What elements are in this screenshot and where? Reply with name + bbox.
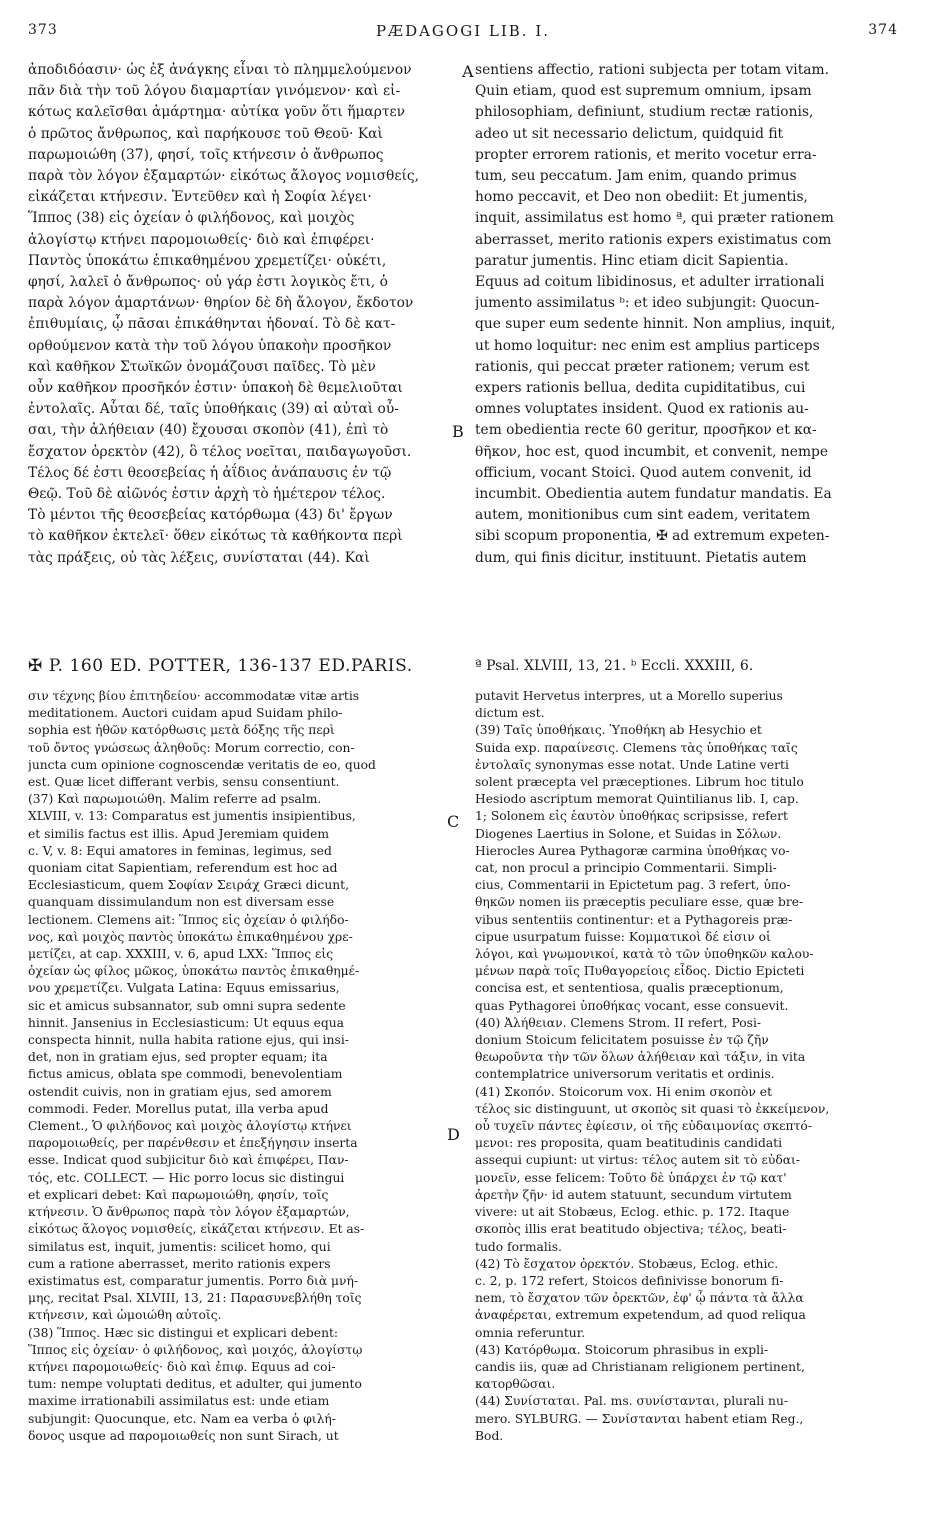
footnote-line: Clement., Ὁ φιλήδονος καὶ μοιχὸς ἀλογίστῳ κτήνει bbox=[28, 1119, 352, 1134]
footnote-line: vivere: ut ait Stobæus, Eclog. ethic. p. 172. Itaque bbox=[475, 1205, 790, 1220]
footnote-line: det, non in gratiam ejus, sed propter equam; ita bbox=[28, 1050, 328, 1065]
footnote-line: ἀρετὴν ζῆν· id autem statuunt, secundum virtutem bbox=[475, 1187, 792, 1202]
footnote-line: τός, etc. COLLECT. — Hic porro locus sic distingui bbox=[28, 1170, 345, 1185]
latin-text-line: rationis, qui peccat præter rationem; verum est bbox=[475, 358, 810, 375]
footnote-line: quanquam dissimulandum non est diversam esse bbox=[28, 895, 335, 910]
greek-text-line: ἐντολαῖς. Αὗται δέ, ταῖς ὑποθήκαις (39) αἱ αὐταὶ οὖ- bbox=[28, 401, 399, 418]
footnote-line: μετίζει, at cap. XXXIII, v. 6, apud LXX: Ἵππος εἰς bbox=[28, 947, 334, 962]
latin-text-line: officium, vocant Stoici. Quod autem convenit, id bbox=[475, 464, 812, 481]
footnote-line: κτήνεσιν. Ὁ ἄνθρωπος παρὰ τὸν λόγον ἐξαμαρτών, bbox=[28, 1205, 350, 1220]
greek-text-line: οὖν καθῆκον προσῆκόν ἐστιν· ὑπακοὴ δὲ θεμελιοῦται bbox=[28, 380, 403, 397]
footnote-line: juncta cum opinione cognoscendæ veritatis de eo, quod bbox=[28, 757, 376, 772]
footnote-line: (38) Ἵππος. Hæc sic distingui et explicari debent: bbox=[28, 1325, 339, 1340]
footnote-line: solent præcepta vel præceptiones. Librum hoc titulo bbox=[475, 775, 804, 790]
greek-text-line: φησί, λαλεῖ ὁ ἄνθρωπος· οὐ γάρ ἐστι λογικὸς ἔτι, ὁ bbox=[28, 274, 388, 291]
footnote-line: c. 2, p. 172 refert, Stoicos definivisse bonorum fi- bbox=[475, 1273, 784, 1288]
latin-text-line: omnes voluptates insident. Quod ex rationis au- bbox=[475, 401, 809, 418]
footnote-line: et explicari debet: Καὶ παρωμοιώθη, φησίν, τοῖς bbox=[28, 1187, 329, 1202]
footnote-line: similatus est, inquit, jumentis: scilicet homo, qui bbox=[28, 1239, 331, 1254]
section-marker-d: D bbox=[447, 1125, 460, 1144]
footnote-line: donium Stoicum felicitatem posuisse ἐν τῷ ζῆν bbox=[475, 1033, 769, 1048]
footnote-line: ἀναφέρεται, extremum expetendum, ad quod reliqua bbox=[475, 1308, 806, 1323]
greek-text-line: σαι, τὴν ἀλήθειαν (40) ἔχουσαι σκοπὸν (41), ἐπὶ τὸ bbox=[28, 422, 389, 439]
latin-text-line: sibi scopum proponentia, ✠ ad extremum expeten- bbox=[475, 528, 830, 545]
footnote-line: est. Quæ licet differant verbis, sensu consentiunt. bbox=[28, 775, 340, 790]
footnote-line: Ecclesiasticum, quem Σοφίαν Σειράχ Græci dicunt, bbox=[28, 878, 350, 893]
latin-text-line: sentiens affectio, rationi subjecta per totam vitam. bbox=[475, 62, 829, 78]
latin-text-line: tum, seu peccatum. Jam enim, quando primus bbox=[475, 168, 797, 185]
footnote-line: Suida exp. παραίνεσις. Clemens τὰς ὑποθήκας ταῖς bbox=[475, 740, 798, 755]
footnote-line: μονεῖν, esse felicem: Τοῦτο δὲ ὑπάρχει ἐν τῷ κατ' bbox=[475, 1170, 787, 1185]
greek-text-line: παρὰ λόγον ἁμαρτάνων· θηρίον δὲ δὴ ἄλογον, ἔκδοτον bbox=[28, 295, 414, 312]
footnote-line: παρομοιωθείς, per παρένθεσιν et ἐπεξήγησιν inserta bbox=[28, 1136, 358, 1151]
page-number-right: 374 bbox=[868, 22, 898, 38]
footnote-line: quoniam citat Sapientiam, referendum est hoc ad bbox=[28, 861, 338, 876]
greek-text-line: καὶ καθῆκον Στωϊκῶν ὀνομάζουσι παῖδες. Τὸ μὲν bbox=[28, 358, 376, 375]
latin-text-line: expers rationis bellua, dedita cupiditatibus, cui bbox=[475, 380, 806, 397]
footnote-line: fictus amicus, oblata spe commodi, benevolentiam bbox=[28, 1067, 343, 1082]
footnote-line: (40) Ἀλήθειαν. Clemens Strom. II refert, Posi- bbox=[475, 1015, 762, 1030]
footnote-line: ἐντολαῖς synonymas esse notat. Unde Latine verti bbox=[475, 757, 789, 772]
footnote-line: vibus sententiis continentur: et a Pythagoreis præ- bbox=[475, 912, 793, 927]
footnote-line: μένων παρὰ τοῖς Πυθαγορείοις εἶδος. Dictio Epicteti bbox=[475, 964, 805, 979]
latin-text-line: aberrasset, merito rationis expers existimatus com bbox=[475, 231, 832, 248]
greek-text-line: ορθούμενον κατὰ τὴν τοῦ λόγου ὑπακοὴν προσῆκον bbox=[28, 337, 392, 354]
latin-text-line: incumbit. Obedientia autem fundatur mandatis. Ea bbox=[475, 486, 832, 503]
footnote-line: sophia est ἠθῶν κατόρθωσις μετὰ δόξης τῆς περὶ bbox=[28, 723, 335, 738]
greek-text-line: ἔσχατον ὀρεκτὸν (42), ὃ τέλος νοεῖται, παιδαγωγοῦσι. bbox=[28, 443, 412, 460]
scripture-references: ª Psal. XLVIII, 13, 21. ᵇ Eccli. XXXIII, 6. bbox=[475, 658, 754, 674]
greek-text-line: τὸ καθῆκον ἐκτελεῖ· ὅθεν εἰκότως τὰ καθήκοντα περὶ bbox=[28, 528, 403, 545]
footnote-line: οὗ τυχεῖν πάντες ἐφίεσιν, οἱ τῆς εὐδαιμονίας σκεπτό- bbox=[475, 1119, 812, 1134]
footnote-line: νου χρεμετίζει. Vulgata Latina: Equus emissarius, bbox=[28, 981, 340, 996]
footnote-line: cum a ratione aberrasset, merito rationis expers bbox=[28, 1256, 331, 1271]
greek-text-line: Θεῷ. Τοῦ δὲ αἰῶνός ἐστιν ἀρχὴ τὸ ἡμέτερον τέλος. bbox=[28, 486, 386, 503]
footnote-line: Hierocles Aurea Pythagoræ carmina ὑποθήκας vo- bbox=[475, 843, 790, 858]
footnote-line: κτήνει παρομοιωθείς· διὸ καὶ ἐπιφ. Equus ad coi- bbox=[28, 1359, 336, 1374]
latin-text-line: jumento assimilatus ᵇ: et ideo subjungit: Quocun- bbox=[475, 295, 820, 312]
footnote-line: cius, Commentarii in Epictetum pag. 3 refert, ὑπο- bbox=[475, 878, 791, 893]
greek-text-line: ἐπιθυμίαις, ᾧ πᾶσαι ἐπικάθηνται ἡδοναί. Τὸ δὲ κατ- bbox=[28, 316, 396, 333]
footnote-line: tum: nempe voluptati deditus, et adulter, qui jumento bbox=[28, 1377, 362, 1392]
latin-text-line: tem obedientia recte 60 geritur, προσῆκον et κα- bbox=[475, 422, 817, 439]
footnote-line: Diogenes Laertius in Solone, et Suidas in Σόλων. bbox=[475, 826, 782, 841]
greek-text-line: Ἵππος (38) εἰς ὀχείαν ὁ φιλήδονος, καὶ μοιχὸς bbox=[28, 210, 355, 227]
footnote-line: νος, καὶ μοιχὸς παντὸς ὑποκάτω ἐπικαθημένου χρε- bbox=[28, 929, 353, 944]
footnote-line: τέλος sic distinguunt, ut σκοπὸς sit quasi τὸ ἐκκείμενον, bbox=[475, 1101, 830, 1116]
latin-text-line: philosophiam, definiunt, studium rectæ rationis, bbox=[475, 104, 814, 121]
footnote-line: esse. Indicat quod subjicitur διὸ καὶ ἐπιφέρει, Παν- bbox=[28, 1153, 349, 1168]
greek-text-line: τὰς πράξεις, οὐ τὰς λέξεις, συνίσταται (44). Καὶ bbox=[28, 549, 370, 566]
footnote-line: (42) Τὸ ἔσχατον ὀρεκτόν. Stobæus, Eclog. ethic. bbox=[475, 1256, 779, 1271]
greek-text-line: ἀποδιδόασιν· ὡς ἐξ ἀνάγκης εἶναι τὸ πλημμελούμενον bbox=[28, 62, 412, 78]
footnote-line: subjungit: Quocunque, etc. Nam ea verba ὁ φιλή- bbox=[28, 1411, 336, 1426]
section-marker-b: B bbox=[452, 422, 464, 441]
greek-text-line: πᾶν διὰ τὴν τοῦ λόγου διαμαρτίαν γινόμενον· καὶ εἰ- bbox=[28, 83, 401, 100]
latin-text-line: paratur jumentis. Hinc etiam dicit Sapientia. bbox=[475, 252, 789, 269]
footnote-line: cat, non procul a principio Commentarii. Simpli- bbox=[475, 861, 777, 876]
page-header bbox=[28, 22, 898, 46]
footnote-line: conspecta hinnit, nulla habita ratione ejus, qui insi- bbox=[28, 1033, 349, 1048]
footnote-line: 1; Solonem εἰς ἑαυτὸν ὑποθήκας scripsisse, refert bbox=[475, 809, 788, 824]
greek-text-line: κότως καλεῖσθαι ἁμάρτημα· αὐτίκα γοῦν ὅτι ἥμαρτεν bbox=[28, 104, 406, 121]
running-title: PÆDAGOGI LIB. I. bbox=[375, 22, 551, 40]
footnote-line: candis iis, quæ ad Christianam religionem pertinent, bbox=[475, 1359, 805, 1374]
latin-text-line: dum, qui finis dicitur, instituunt. Pietatis autem bbox=[475, 549, 807, 566]
footnote-line: tudo formalis. bbox=[475, 1239, 562, 1254]
footnote-line: λόγοι, καὶ γνωμονικοί, κατὰ τὸ τῶν ὑποθηκῶν καλου- bbox=[475, 947, 814, 962]
footnote-line: sic et amicus subsannator, sub omni supra sedente bbox=[28, 998, 346, 1013]
footnote-line: κατορθῶσαι. bbox=[475, 1377, 556, 1392]
footnote-line: putavit Hervetus interpres, ut a Morello superius bbox=[475, 689, 783, 703]
footnotes-left-column bbox=[28, 688, 464, 1445]
footnote-line: c. V, v. 8: Equi amatores in feminas, legimus, sed bbox=[28, 843, 332, 858]
footnote-line: contemplatrice universorum veritatis et ordinis. bbox=[475, 1067, 775, 1082]
footnote-line: μενοι: res proposita, quam beatitudinis candidati bbox=[475, 1136, 783, 1151]
footnote-line: Bod. bbox=[475, 1428, 504, 1443]
footnote-line: quas Pythagorei ὑποθήκας vocant, esse consuevit. bbox=[475, 998, 789, 1013]
greek-text-line: Παντὸς ὑποκάτω ἐπικαθημένου χρεμετίζει· οὐκέτι, bbox=[28, 252, 387, 269]
latin-text-line: Quin etiam, quod est supremum omnium, ipsam bbox=[475, 83, 812, 100]
footnote-line: (39) Ταῖς ὑποθήκαις. Ὑποθήκη ab Hesychio et bbox=[475, 723, 762, 738]
footnotes-right-column bbox=[475, 688, 903, 1445]
latin-text-column bbox=[475, 60, 900, 569]
footnote-line: hinnit. Jansenius in Ecclesiasticum: Ut equus equa bbox=[28, 1015, 344, 1030]
latin-text-line: adeo ut sit necessario delictum, quidquid fit bbox=[475, 125, 784, 142]
greek-text-line: παρὰ τὸν λόγον ἐξαμαρτών· εἰκότως ἄλογος νομισθείς, bbox=[28, 168, 420, 185]
footnote-line: existimatus est, comparatur jumentis. Porro διὰ μνή- bbox=[28, 1273, 359, 1288]
footnote-line: μης, recitat Psal. XLVIII, 13, 21: Παρασυνεβλήθη τοῖς bbox=[28, 1291, 362, 1306]
footnote-line: Ἵππος εἰς ὀχείαν· ὁ φιλήδονος, καὶ μοιχός, ἀλογίστῳ bbox=[28, 1342, 363, 1357]
footnote-line: (43) Κατόρθωμα. Stoicorum phrasibus in expli- bbox=[475, 1342, 769, 1357]
footnote-line: (44) Συνίσταται. Pal. ms. συνίστανται, plurali nu- bbox=[475, 1394, 789, 1409]
greek-text-line: Τὸ μέντοι τῆς θεοσεβείας κατόρθωμα (43) δι' ἔργων bbox=[28, 507, 393, 524]
footnote-line: εἰκότως ἄλογος νομισθείς, εἰκάζεται κτήνεσιν. Et as- bbox=[28, 1222, 365, 1237]
latin-text-line: propter errorem rationis, et merito vocetur erra- bbox=[475, 146, 817, 163]
footnote-line: nem, τὸ ἔσχατον τῶν ὀρεκτῶν, ἐφ' ᾧ πάντα τὰ ἄλλα bbox=[475, 1291, 804, 1306]
footnote-line: mero. SYLBURG. — Συνίστανται habent etiam Reg., bbox=[475, 1411, 804, 1426]
footnote-line: ostendit cuivis, non in gratiam ejus, sed amorem bbox=[28, 1084, 332, 1099]
footnote-line: θεωροῦντα τὴν τῶν ὅλων ἀλήθειαν καὶ τάξιν, in vita bbox=[475, 1050, 806, 1065]
latin-text-line: ut homo loquitur: nec enim est amplius particeps bbox=[475, 337, 820, 354]
footnote-line: σιν τέχνης βίου ἐπιτηδείου· accommodatæ vitæ artis bbox=[28, 689, 360, 703]
greek-text-line: παρωμοιώθη (37), φησί, τοῖς κτήνεσιν ὁ ἄνθρωπος bbox=[28, 146, 384, 163]
footnote-line: Hesiodo ascriptum memorat Quintilianus lib. I, cap. bbox=[475, 792, 799, 807]
latin-text-line: autem, monitionibus cum sint eadem, veritatem bbox=[475, 507, 811, 524]
footnote-line: meditationem. Auctori cuidam apud Suidam philo- bbox=[28, 706, 343, 721]
footnote-line: (41) Σκοπόν. Stoicorum vox. Hi enim σκοπὸν et bbox=[475, 1084, 773, 1099]
footnote-line: θηκῶν nomen iis præceptis peculiare esse, quæ bre- bbox=[475, 895, 804, 910]
latin-text-line: θῆκον, hoc est, quod incumbit, et convenit, nempe bbox=[475, 443, 829, 460]
footnote-line: κτήνεσιν, καὶ ὡμοιώθη αὐτοῖς. bbox=[28, 1308, 222, 1323]
section-marker-a: A bbox=[462, 62, 474, 81]
footnote-line: dictum est. bbox=[475, 706, 545, 721]
footnote-line: assequi cupiunt: ut virtus: τέλος autem sit τὸ εὐδαι- bbox=[475, 1153, 801, 1168]
edition-reference: ✠ P. 160 ED. POTTER, 136-137 ED.PARIS. bbox=[28, 656, 413, 676]
greek-text-column bbox=[28, 60, 458, 569]
greek-text-line: εἰκάζεται κτήνεσιν. Ἐντεῦθεν καὶ ἡ Σοφία λέγει· bbox=[28, 189, 372, 206]
latin-text-line: que super eum sedente hinnit. Non amplius, inquit, bbox=[475, 316, 836, 333]
footnote-line: lectionem. Clemens ait: Ἵππος εἰς ὀχείαν ὁ φιλήδο- bbox=[28, 912, 349, 927]
footnote-line: maxime irrationabili assimilatus est: unde etiam bbox=[28, 1394, 330, 1409]
page-number-left: 373 bbox=[28, 22, 58, 38]
latin-text-line: Equus ad coitum libidinosus, et adulter irrationali bbox=[475, 274, 825, 291]
latin-text-line: homo peccavit, et Deo non obediit: Et jumentis, bbox=[475, 189, 808, 206]
latin-text-line: inquit, assimilatus est homo ª, qui præter rationem bbox=[475, 210, 834, 227]
greek-text-line: ὁ πρῶτος ἄνθρωπος, καὶ παρήκουσε τοῦ Θεοῦ· Καὶ bbox=[28, 125, 383, 142]
greek-text-line: ἀλογίστῳ κτήνει παρομοιωθείς· διὸ καὶ ἐπιφέρει· bbox=[28, 231, 375, 248]
footnote-line: (37) Καὶ παρωμοιώθη. Malim referre ad psalm. bbox=[28, 792, 322, 807]
footnote-line: et similis factus est illis. Apud Jeremiam quidem bbox=[28, 826, 330, 841]
footnote-line: δονος usque ad παρομοιωθείς non sunt Sirach, ut bbox=[28, 1428, 339, 1443]
footnote-line: σκοπὸς illis erat beatitudo objectiva; τέλος, beati- bbox=[475, 1222, 787, 1237]
footnote-line: XLVIII, v. 13: Comparatus est jumentis insipientibus, bbox=[28, 809, 356, 824]
footnote-line: τοῦ ὄντος γνώσεως ἀληθοῦς: Morum correctio, con- bbox=[28, 740, 355, 755]
footnote-line: omnia referuntur. bbox=[475, 1325, 586, 1340]
greek-text-line: Τέλος δέ ἐστι θεοσεβείας ἡ ἀΐδιος ἀνάπαυσις ἐν τῷ bbox=[28, 464, 392, 481]
footnote-line: commodi. Feder. Morellus putat, illa verba apud bbox=[28, 1101, 329, 1116]
footnote-line: concisa est, et sententiosa, qualis præceptionum, bbox=[475, 981, 784, 996]
footnote-line: ὀχείαν ὡς φίλος μῶκος, ὑποκάτω παντὸς ἐπικαθημέ- bbox=[28, 964, 360, 979]
footnote-line: cipue usurpatum fuisse: Κομματικοὶ δέ εἰσιν οἱ bbox=[475, 929, 771, 944]
section-marker-c: C bbox=[447, 812, 460, 831]
